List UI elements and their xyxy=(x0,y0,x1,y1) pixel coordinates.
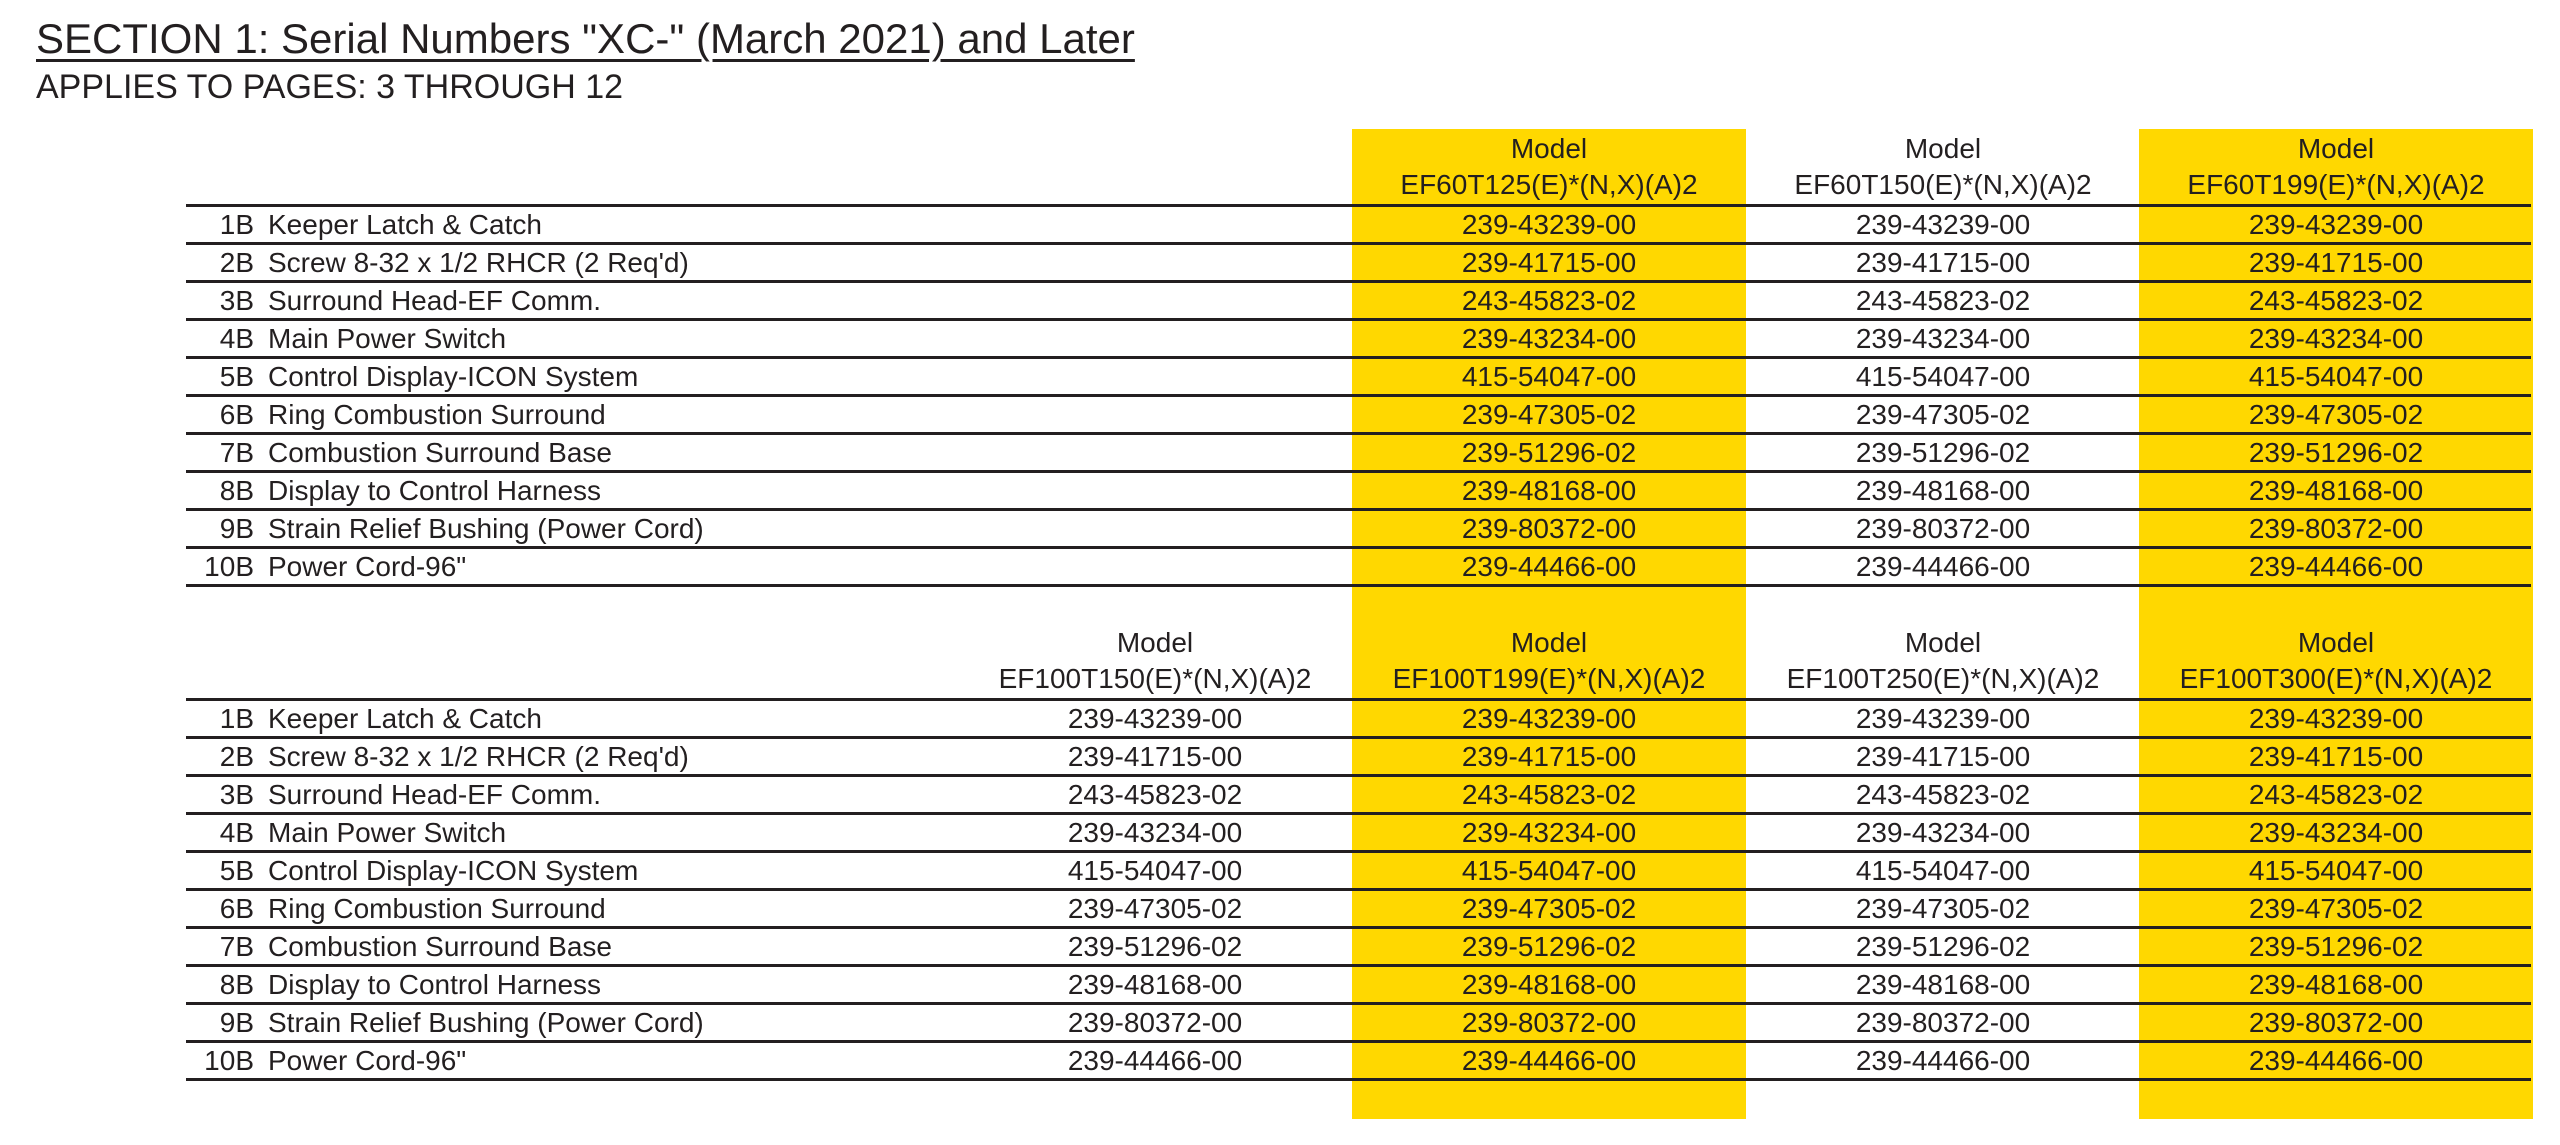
part-number-key: 5B xyxy=(219,855,254,886)
part-description: Screw 8-32 x 1/2 RHCR (2 Req'd) xyxy=(268,741,689,772)
model-label: Model xyxy=(1904,133,1982,164)
part-description: Control Display-ICON System xyxy=(268,855,639,886)
part-number-cell: 239-48168-00 xyxy=(1855,475,2031,506)
model-name: EF60T150(E)*(N,X)(A)2 xyxy=(1794,169,2092,200)
part-number-cell: 239-44466-00 xyxy=(1855,551,2031,582)
part-number-key: 3B xyxy=(219,779,254,810)
part-number-cell: 239-80372-00 xyxy=(2248,1007,2424,1038)
table-row xyxy=(186,207,2531,245)
part-description: Surround Head-EF Comm. xyxy=(268,285,602,316)
part-description: Power Cord-96" xyxy=(268,551,467,582)
part-description: Screw 8-32 x 1/2 RHCR (2 Req'd) xyxy=(268,247,689,278)
part-number-cell: 239-80372-00 xyxy=(1067,1007,1243,1038)
part-number-key: 10B xyxy=(204,551,254,582)
part-number-cell: 239-48168-00 xyxy=(1461,969,1637,1000)
part-description: Display to Control Harness xyxy=(268,475,602,506)
part-number-cell: 239-43239-00 xyxy=(2248,209,2424,240)
table-row xyxy=(186,549,2531,587)
part-number-cell: 239-43239-00 xyxy=(1461,703,1637,734)
part-number-cell: 239-51296-02 xyxy=(1855,437,2031,468)
part-number-key: 10B xyxy=(204,1045,254,1076)
part-description: Strain Relief Bushing (Power Cord) xyxy=(268,1007,704,1038)
part-number-cell: 239-43239-00 xyxy=(1461,209,1637,240)
part-number-cell: 239-43239-00 xyxy=(1855,703,2031,734)
model-header xyxy=(1352,623,1746,698)
model-name: EF60T125(E)*(N,X)(A)2 xyxy=(1400,169,1698,200)
part-number-cell: 239-80372-00 xyxy=(1855,1007,2031,1038)
table-row xyxy=(186,397,2531,435)
part-description: Control Display-ICON System xyxy=(268,361,639,392)
part-number-cell: 239-43239-00 xyxy=(2248,703,2424,734)
part-number-key: 3B xyxy=(219,285,254,316)
part-number-key: 7B xyxy=(219,931,254,962)
part-number-cell: 239-43234-00 xyxy=(1855,817,2031,848)
part-number-cell: 415-54047-00 xyxy=(2248,361,2424,392)
part-number-cell: 239-41715-00 xyxy=(1461,247,1637,278)
part-number-cell: 239-43234-00 xyxy=(2248,323,2424,354)
part-number-cell: 239-43239-00 xyxy=(1855,209,2031,240)
table-header xyxy=(186,129,2531,204)
part-description: Main Power Switch xyxy=(268,323,507,354)
part-number-key: 2B xyxy=(219,247,254,278)
part-description: Power Cord-96" xyxy=(268,1045,467,1076)
part-number-cell: 243-45823-02 xyxy=(1855,779,2031,810)
part-number-cell: 243-45823-02 xyxy=(1461,285,1637,316)
part-description: Combustion Surround Base xyxy=(268,437,612,468)
part-number-cell: 239-44466-00 xyxy=(2248,551,2424,582)
model-name: EF100T150(E)*(N,X)(A)2 xyxy=(998,663,1312,694)
parts-table-ef100 xyxy=(186,623,2531,1081)
model-name: EF100T250(E)*(N,X)(A)2 xyxy=(1786,663,2100,694)
part-number-key: 4B xyxy=(219,817,254,848)
part-number-cell: 239-80372-00 xyxy=(2248,513,2424,544)
part-number-key: 1B xyxy=(219,209,254,240)
part-number-cell: 243-45823-02 xyxy=(1855,285,2031,316)
model-label: Model xyxy=(1510,627,1588,658)
model-label: Model xyxy=(1116,627,1194,658)
part-number-cell: 243-45823-02 xyxy=(1067,779,1243,810)
part-number-cell: 239-48168-00 xyxy=(2248,475,2424,506)
part-description: Strain Relief Bushing (Power Cord) xyxy=(268,513,704,544)
table-row xyxy=(186,701,2531,739)
part-number-cell: 239-51296-02 xyxy=(1067,931,1243,962)
part-number-key: 8B xyxy=(219,969,254,1000)
part-number-cell: 239-47305-02 xyxy=(2248,893,2424,924)
model-header xyxy=(958,623,1352,698)
part-number-cell: 415-54047-00 xyxy=(1461,855,1637,886)
part-number-cell: 239-48168-00 xyxy=(2248,969,2424,1000)
part-number-cell: 239-41715-00 xyxy=(1855,741,2031,772)
part-number-cell: 239-41715-00 xyxy=(1461,741,1637,772)
table-row xyxy=(186,891,2531,929)
part-number-key: 9B xyxy=(219,513,254,544)
part-number-cell: 243-45823-02 xyxy=(1461,779,1637,810)
part-number-cell: 239-44466-00 xyxy=(1067,1045,1243,1076)
part-number-cell: 239-47305-02 xyxy=(1067,893,1243,924)
part-number-key: 2B xyxy=(219,741,254,772)
part-number-cell: 239-51296-02 xyxy=(1461,437,1637,468)
section-title: SECTION 1: Serial Numbers "XC-" (March 2021) and Later xyxy=(36,15,1135,62)
part-number-cell: 239-47305-02 xyxy=(1461,399,1637,430)
part-number-cell: 239-47305-02 xyxy=(1461,893,1637,924)
part-number-key: 7B xyxy=(219,437,254,468)
model-label: Model xyxy=(1904,627,1982,658)
part-number-cell: 239-80372-00 xyxy=(1461,1007,1637,1038)
model-header xyxy=(1746,129,2140,204)
part-description: Display to Control Harness xyxy=(268,969,602,1000)
part-number-key: 6B xyxy=(219,399,254,430)
model-header xyxy=(1352,129,1746,204)
part-number-cell: 243-45823-02 xyxy=(2248,285,2424,316)
part-number-cell: 239-44466-00 xyxy=(1461,551,1637,582)
part-number-cell: 239-43234-00 xyxy=(1067,817,1243,848)
table-row xyxy=(186,815,2531,853)
part-number-key: 8B xyxy=(219,475,254,506)
table-row xyxy=(186,245,2531,283)
part-number-cell: 239-47305-02 xyxy=(1855,399,2031,430)
part-number-cell: 239-41715-00 xyxy=(1067,741,1243,772)
part-number-key: 6B xyxy=(219,893,254,924)
table-row xyxy=(186,511,2531,549)
part-number-cell: 239-51296-02 xyxy=(2248,931,2424,962)
part-number-cell: 239-43234-00 xyxy=(2248,817,2424,848)
model-name: EF100T199(E)*(N,X)(A)2 xyxy=(1392,663,1706,694)
part-number-cell: 239-41715-00 xyxy=(2248,741,2424,772)
part-description: Ring Combustion Surround xyxy=(268,399,606,430)
table-row xyxy=(186,435,2531,473)
part-number-cell: 415-54047-00 xyxy=(1461,361,1637,392)
part-number-cell: 239-48168-00 xyxy=(1067,969,1243,1000)
table-row xyxy=(186,929,2531,967)
part-description: Keeper Latch & Catch xyxy=(268,209,542,240)
part-number-key: 4B xyxy=(219,323,254,354)
part-number-cell: 239-51296-02 xyxy=(1461,931,1637,962)
part-number-cell: 239-47305-02 xyxy=(2248,399,2424,430)
table-row xyxy=(186,283,2531,321)
part-number-cell: 415-54047-00 xyxy=(1067,855,1243,886)
part-number-key: 5B xyxy=(219,361,254,392)
part-description: Ring Combustion Surround xyxy=(268,893,606,924)
model-label: Model xyxy=(2297,133,2375,164)
part-number-cell: 239-44466-00 xyxy=(2248,1045,2424,1076)
part-number-cell: 415-54047-00 xyxy=(1855,361,2031,392)
part-number-cell: 239-41715-00 xyxy=(2248,247,2424,278)
part-number-cell: 239-51296-02 xyxy=(2248,437,2424,468)
table-row xyxy=(186,777,2531,815)
part-number-key: 1B xyxy=(219,703,254,734)
model-header xyxy=(1746,623,2140,698)
model-label: Model xyxy=(1510,133,1588,164)
part-description: Keeper Latch & Catch xyxy=(268,703,542,734)
parts-table-ef60 xyxy=(186,129,2531,587)
part-number-cell: 239-51296-02 xyxy=(1855,931,2031,962)
part-number-cell: 239-48168-00 xyxy=(1461,475,1637,506)
part-number-cell: 239-43239-00 xyxy=(1067,703,1243,734)
table-row xyxy=(186,1043,2531,1081)
part-number-cell: 243-45823-02 xyxy=(2248,779,2424,810)
part-number-cell: 239-80372-00 xyxy=(1461,513,1637,544)
part-description: Main Power Switch xyxy=(268,817,507,848)
part-description: Surround Head-EF Comm. xyxy=(268,779,602,810)
part-number-cell: 239-43234-00 xyxy=(1461,323,1637,354)
part-number-cell: 415-54047-00 xyxy=(2248,855,2424,886)
part-number-cell: 239-43234-00 xyxy=(1855,323,2031,354)
part-number-cell: 239-43234-00 xyxy=(1461,817,1637,848)
table-row xyxy=(186,1005,2531,1043)
model-name: EF60T199(E)*(N,X)(A)2 xyxy=(2187,169,2485,200)
model-label: Model xyxy=(2297,627,2375,658)
part-description: Combustion Surround Base xyxy=(268,931,612,962)
part-number-cell: 239-48168-00 xyxy=(1855,969,2031,1000)
table-row xyxy=(186,359,2531,397)
model-header xyxy=(2139,623,2533,698)
table-row xyxy=(186,473,2531,511)
table-header xyxy=(186,623,2531,698)
table-row xyxy=(186,321,2531,359)
part-number-cell: 415-54047-00 xyxy=(1855,855,2031,886)
part-number-cell: 239-44466-00 xyxy=(1855,1045,2031,1076)
part-number-cell: 239-47305-02 xyxy=(1855,893,2031,924)
model-header xyxy=(2139,129,2533,204)
model-name: EF100T300(E)*(N,X)(A)2 xyxy=(2179,663,2493,694)
part-number-cell: 239-80372-00 xyxy=(1855,513,2031,544)
part-number-key: 9B xyxy=(219,1007,254,1038)
table-row xyxy=(186,853,2531,891)
part-number-cell: 239-41715-00 xyxy=(1855,247,2031,278)
table-row xyxy=(186,739,2531,777)
applies-to-pages: APPLIES TO PAGES: 3 THROUGH 12 xyxy=(36,68,624,106)
part-number-cell: 239-44466-00 xyxy=(1461,1045,1637,1076)
table-row xyxy=(186,967,2531,1005)
